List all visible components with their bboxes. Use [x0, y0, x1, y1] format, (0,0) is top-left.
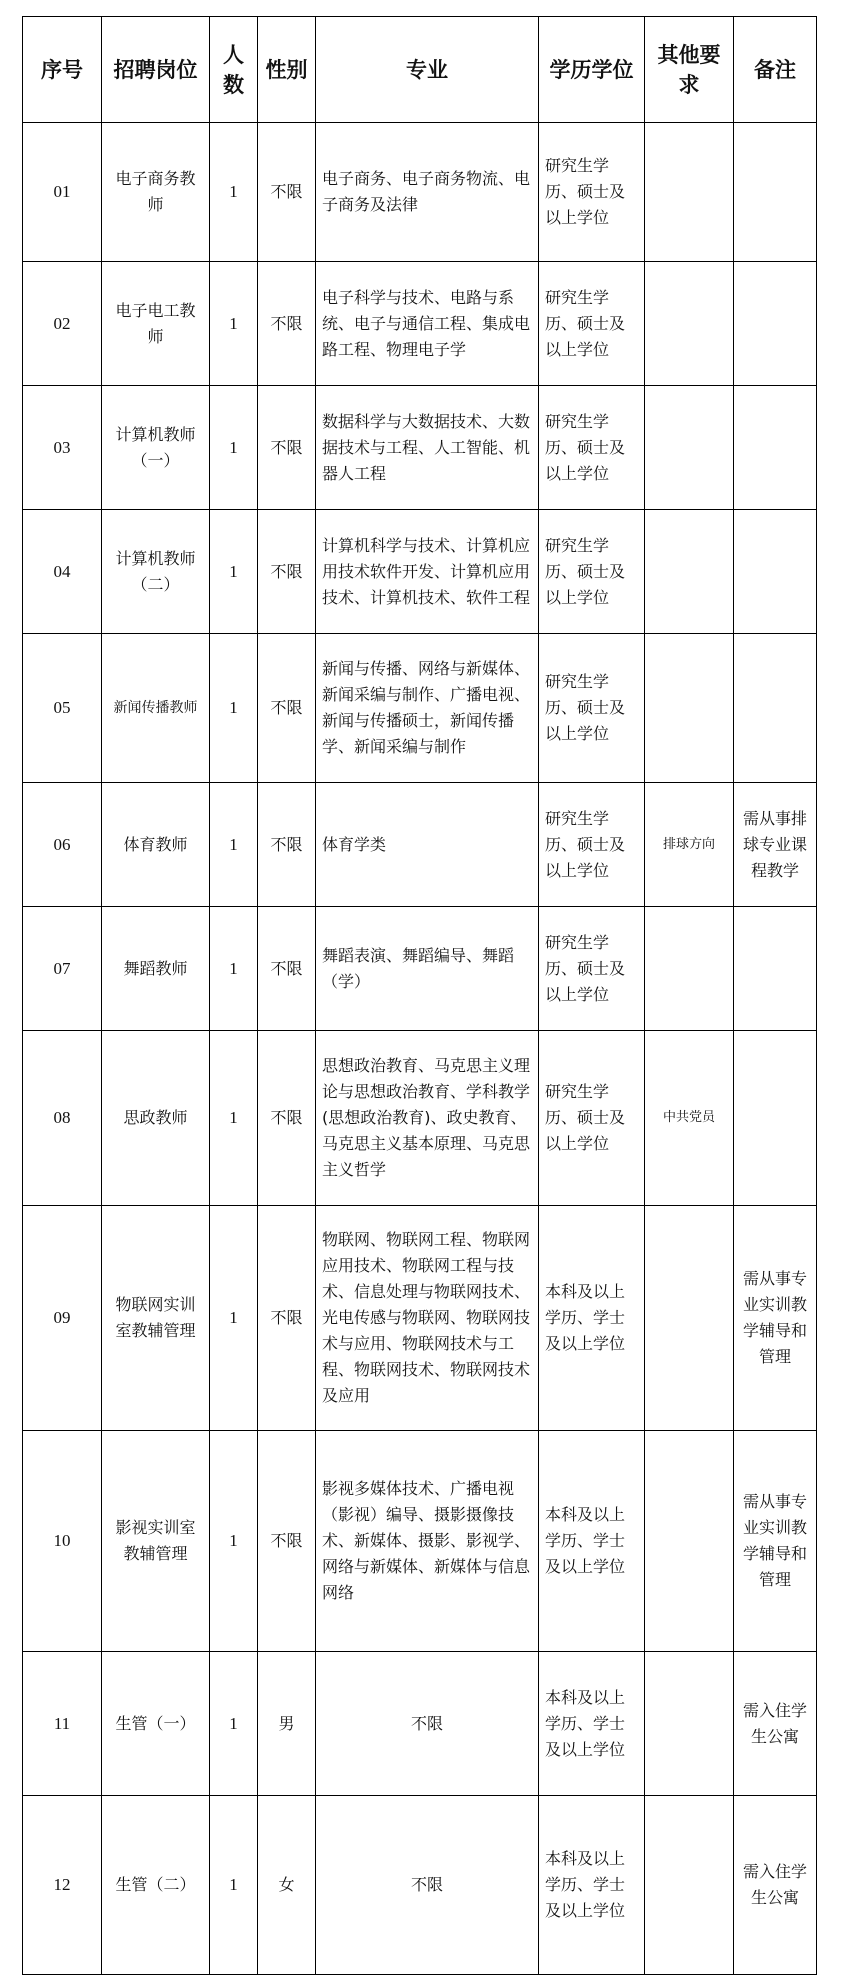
cell-no: 09: [23, 1206, 102, 1431]
cell-count: 1: [210, 634, 258, 783]
cell-no: 01: [23, 123, 102, 262]
table-row: [23, 510, 817, 634]
table-row: [23, 386, 817, 510]
cell-edu: 研究生学历、硕士及以上学位: [539, 1031, 645, 1206]
cell-gender: 不限: [258, 907, 316, 1031]
cell-no: 07: [23, 907, 102, 1031]
table-row: [23, 634, 817, 783]
cell-post: 计算机教师（二）: [102, 510, 210, 634]
cell-no: 11: [23, 1652, 102, 1796]
table-row: [23, 1431, 817, 1652]
cell-gender: 不限: [258, 1031, 316, 1206]
cell-edu: 本科及以上学历、学士及以上学位: [539, 1431, 645, 1652]
cell-note: [734, 1031, 817, 1206]
cell-gender: 不限: [258, 262, 316, 386]
header-note: 备注: [734, 17, 817, 123]
cell-other: [645, 123, 734, 262]
table-row: [23, 1796, 817, 1975]
cell-gender: 不限: [258, 1431, 316, 1652]
cell-count: 1: [210, 1796, 258, 1975]
cell-post: 舞蹈教师: [102, 907, 210, 1031]
cell-no: 03: [23, 386, 102, 510]
cell-count: 1: [210, 262, 258, 386]
cell-major: 不限: [316, 1796, 539, 1975]
header-row: [23, 17, 817, 123]
cell-note: [734, 510, 817, 634]
cell-major: 物联网、物联网工程、物联网应用技术、物联网工程与技术、信息处理与物联网技术、光电传感与物联网、物联网技术与应用、物联网技术与工程、物联网技术、物联网技术及应用: [316, 1206, 539, 1431]
cell-other: [645, 1796, 734, 1975]
table-row: [23, 262, 817, 386]
table-row: [23, 907, 817, 1031]
cell-no: 10: [23, 1431, 102, 1652]
cell-major: 思想政治教育、马克思主义理论与思想政治教育、学科教学(思想政治教育)、政史教育、马克思主义基本原理、马克思主义哲学: [316, 1031, 539, 1206]
cell-major: 电子商务、电子商务物流、电子商务及法律: [316, 123, 539, 262]
table-row: [23, 1206, 817, 1431]
cell-other: 排球方向: [645, 783, 734, 907]
cell-count: 1: [210, 510, 258, 634]
cell-post: 生管（一）: [102, 1652, 210, 1796]
cell-major: 数据科学与大数据技术、大数据技术与工程、人工智能、机器人工程: [316, 386, 539, 510]
cell-count: 1: [210, 123, 258, 262]
cell-gender: 不限: [258, 634, 316, 783]
cell-note: [734, 907, 817, 1031]
header-major: 专业: [316, 17, 539, 123]
cell-post: 思政教师: [102, 1031, 210, 1206]
cell-gender: 不限: [258, 783, 316, 907]
header-gender: 性别: [258, 17, 316, 123]
header-other: 其他要求: [645, 17, 734, 123]
cell-count: 1: [210, 1431, 258, 1652]
cell-edu: 研究生学历、硕士及以上学位: [539, 634, 645, 783]
cell-note: 需从事专业实训教学辅导和管理: [734, 1431, 817, 1652]
cell-major: 体育学类: [316, 783, 539, 907]
cell-other: [645, 907, 734, 1031]
cell-count: 1: [210, 1206, 258, 1431]
cell-edu: 研究生学历、硕士及以上学位: [539, 510, 645, 634]
cell-count: 1: [210, 907, 258, 1031]
cell-no: 08: [23, 1031, 102, 1206]
header-count: 人数: [210, 17, 258, 123]
cell-no: 02: [23, 262, 102, 386]
cell-other: 中共党员: [645, 1031, 734, 1206]
cell-edu: 本科及以上学历、学士及以上学位: [539, 1796, 645, 1975]
cell-edu: 研究生学历、硕士及以上学位: [539, 907, 645, 1031]
cell-post: 物联网实训室教辅管理: [102, 1206, 210, 1431]
cell-edu: 本科及以上学历、学士及以上学位: [539, 1206, 645, 1431]
cell-post: 新闻传播教师: [102, 634, 210, 783]
cell-post: 生管（二）: [102, 1796, 210, 1975]
cell-major: 不限: [316, 1652, 539, 1796]
cell-note: [734, 634, 817, 783]
table-row: [23, 1031, 817, 1206]
table-row: [23, 783, 817, 907]
cell-other: [645, 1206, 734, 1431]
cell-post: 计算机教师（一）: [102, 386, 210, 510]
cell-edu: 研究生学历、硕士及以上学位: [539, 262, 645, 386]
cell-note: 需入住学生公寓: [734, 1796, 817, 1975]
cell-post: 电子商务教师: [102, 123, 210, 262]
cell-gender: 不限: [258, 510, 316, 634]
cell-note: [734, 123, 817, 262]
cell-no: 12: [23, 1796, 102, 1975]
recruitment-table: [22, 16, 817, 1975]
table-row: [23, 123, 817, 262]
cell-note: 需从事专业实训教学辅导和管理: [734, 1206, 817, 1431]
cell-count: 1: [210, 783, 258, 907]
cell-gender: 不限: [258, 1206, 316, 1431]
header-post: 招聘岗位: [102, 17, 210, 123]
cell-edu: 研究生学历、硕士及以上学位: [539, 123, 645, 262]
cell-count: 1: [210, 1652, 258, 1796]
cell-edu: 研究生学历、硕士及以上学位: [539, 783, 645, 907]
cell-note: [734, 262, 817, 386]
cell-gender: 女: [258, 1796, 316, 1975]
cell-gender: 男: [258, 1652, 316, 1796]
cell-other: [645, 1652, 734, 1796]
cell-other: [645, 1431, 734, 1652]
cell-note: 需从事排球专业课程教学: [734, 783, 817, 907]
cell-major: 影视多媒体技术、广播电视（影视）编导、摄影摄像技术、新媒体、摄影、影视学、网络与新媒体、新媒体与信息网络: [316, 1431, 539, 1652]
cell-gender: 不限: [258, 123, 316, 262]
cell-post: 电子电工教师: [102, 262, 210, 386]
cell-post: 影视实训室教辅管理: [102, 1431, 210, 1652]
cell-note: [734, 386, 817, 510]
header-edu: 学历学位: [539, 17, 645, 123]
cell-other: [645, 262, 734, 386]
cell-major: 舞蹈表演、舞蹈编导、舞蹈（学）: [316, 907, 539, 1031]
cell-no: 05: [23, 634, 102, 783]
cell-count: 1: [210, 1031, 258, 1206]
cell-edu: 本科及以上学历、学士及以上学位: [539, 1652, 645, 1796]
cell-major: 电子科学与技术、电路与系统、电子与通信工程、集成电路工程、物理电子学: [316, 262, 539, 386]
cell-major: 新闻与传播、网络与新媒体、新闻采编与制作、广播电视、新闻与传播硕士，新闻传播学、新闻采编与制作: [316, 634, 539, 783]
cell-post: 体育教师: [102, 783, 210, 907]
cell-edu: 研究生学历、硕士及以上学位: [539, 386, 645, 510]
cell-gender: 不限: [258, 386, 316, 510]
cell-other: [645, 634, 734, 783]
cell-other: [645, 510, 734, 634]
cell-no: 04: [23, 510, 102, 634]
cell-no: 06: [23, 783, 102, 907]
cell-other: [645, 386, 734, 510]
cell-count: 1: [210, 386, 258, 510]
recruitment-table-wrap: [22, 16, 817, 1975]
cell-major: 计算机科学与技术、计算机应用技术软件开发、计算机应用技术、计算机技术、软件工程: [316, 510, 539, 634]
cell-note: 需入住学生公寓: [734, 1652, 817, 1796]
header-no: 序号: [23, 17, 102, 123]
table-row: [23, 1652, 817, 1796]
